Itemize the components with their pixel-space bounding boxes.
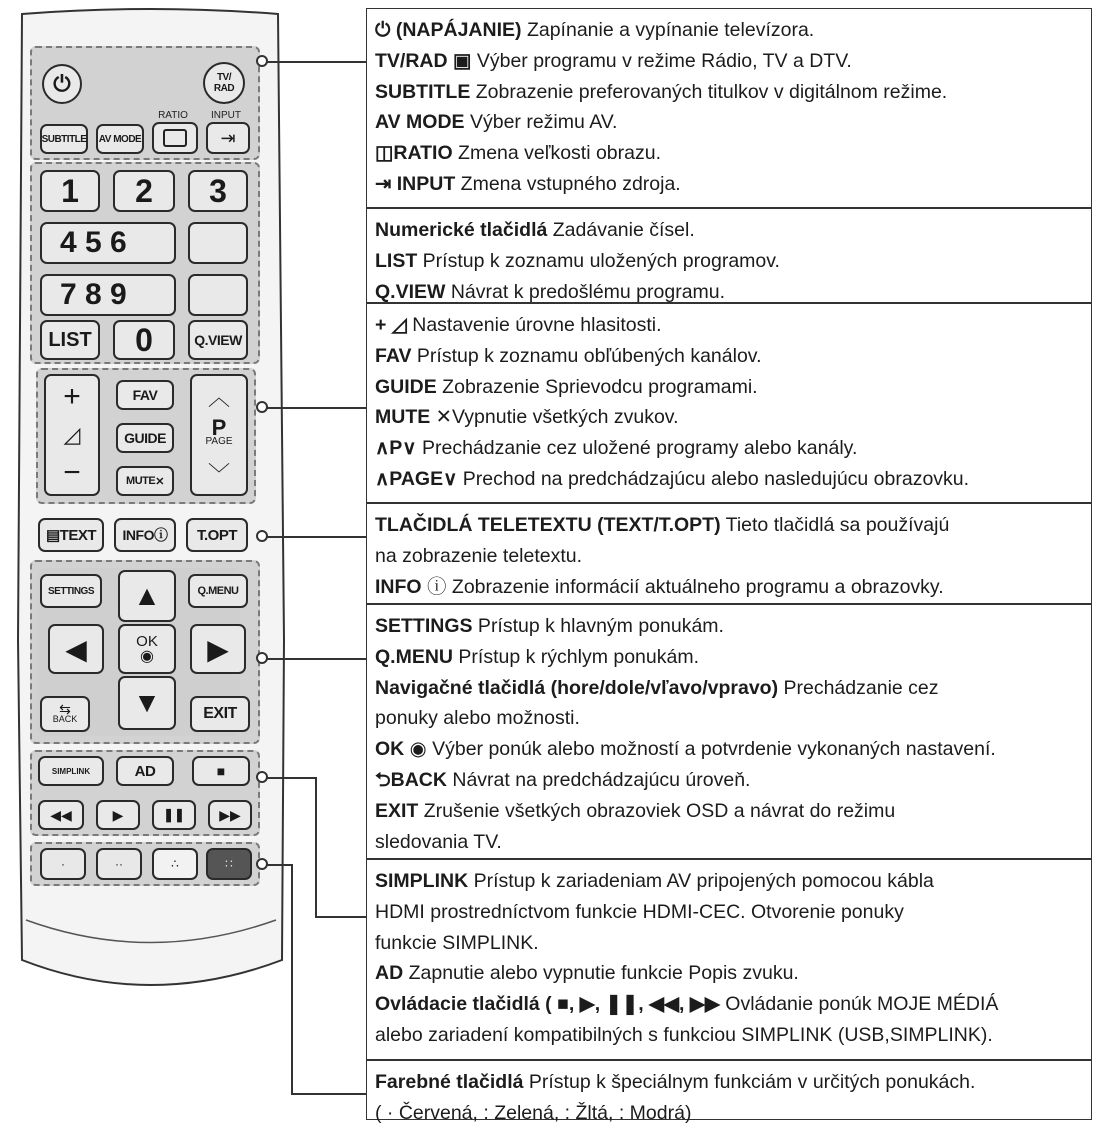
description-text: Zadávanie čísel.: [547, 219, 695, 241]
description-row: [366, 303, 1092, 503]
description-text: Prechádzanie cez uložené programy alebo kanály.: [416, 437, 858, 460]
description-line: [375, 958, 1083, 989]
description-line: [375, 989, 1083, 1020]
avmode-button[interactable]: AV MODE: [96, 124, 144, 154]
description-table: [366, 8, 1092, 1124]
fast-forward-icon: ▶▶: [219, 806, 241, 823]
description-text: Ovládanie ponúk MOJE MÉDIÁ: [719, 993, 999, 1016]
description-term: SETTINGS: [375, 615, 473, 637]
back-button[interactable]: [40, 696, 90, 732]
description-term: Q.MENU: [375, 645, 453, 668]
description-line: [375, 402, 1083, 433]
yellow-button[interactable]: ∴: [152, 848, 198, 880]
num-1-button[interactable]: 1: [40, 170, 100, 212]
description-line: [375, 611, 1083, 642]
description-line: [375, 572, 1083, 603]
info-label: INFO: [122, 527, 154, 543]
blank-button-2[interactable]: [188, 274, 248, 316]
description-text: sledovania TV.: [375, 830, 502, 853]
up-arrow-icon: ▲: [133, 580, 161, 611]
description-line: [375, 107, 1083, 138]
description-line: [375, 866, 1083, 897]
description-line: [375, 642, 1083, 673]
description-line: [375, 310, 1083, 341]
description-term: Numerické tlačidlá: [375, 219, 548, 241]
description-line: [375, 215, 1083, 246]
description-term: Navigačné tlačidlá (hore/dole/vľavo/vpravo): [375, 676, 779, 699]
ratio-top-label: RATIO: [158, 110, 188, 121]
description-line: [375, 77, 1083, 108]
stop-button[interactable]: [192, 756, 250, 786]
ratio-button[interactable]: [152, 122, 198, 154]
num-789-button[interactable]: 7 8 9: [40, 274, 176, 316]
down-arrow-icon: ▼: [133, 687, 161, 718]
description-term: SUBTITLE: [375, 80, 471, 103]
info-icon: ⓘ: [153, 527, 168, 543]
fav-button[interactable]: FAV: [116, 380, 174, 410]
exit-button[interactable]: EXIT: [190, 696, 250, 732]
description-term: INFO: [375, 575, 422, 598]
description-line: [375, 341, 1083, 372]
fast-forward-button[interactable]: [208, 800, 252, 830]
rewind-button[interactable]: [38, 800, 84, 830]
teletext-icon: ▤: [45, 527, 60, 544]
description-text: Výber režimu AV.: [464, 111, 618, 134]
connector-7b: [291, 864, 293, 1094]
input-icon: ⇥: [220, 127, 236, 148]
subtitle-button[interactable]: SUBTITLE: [40, 124, 88, 154]
description-text: ✕Vypnutie všetkých zvukov.: [430, 406, 679, 429]
volume-icon: ◿: [63, 422, 81, 447]
description-term: ∧P∨: [375, 437, 417, 460]
description-text: ⓘ Zobrazenie informácií aktuálneho programu a obrazovky.: [421, 575, 944, 598]
back-icon: ⇆: [59, 701, 71, 717]
connector-6a: [266, 777, 316, 779]
ok-label: OK: [136, 633, 158, 650]
description-text: Návrat na predchádzajúcu úroveň.: [446, 768, 751, 791]
remote-control: [0, 0, 300, 1000]
rewind-icon: ◀◀: [50, 806, 72, 823]
num-3-button[interactable]: 3: [188, 170, 248, 212]
description-text: Výber programu v režime Rádio, TV a DTV.: [476, 49, 852, 72]
description-line: [375, 138, 1083, 169]
description-term: Q.VIEW: [375, 280, 446, 303]
tvrad-button[interactable]: TV/ RAD: [203, 62, 245, 104]
input-button[interactable]: [206, 122, 250, 154]
description-line: [375, 673, 1083, 704]
power-icon: ⏻: [53, 71, 71, 96]
description-line: [375, 169, 1083, 200]
description-line: [375, 1020, 1083, 1051]
num-0-button[interactable]: 0: [113, 320, 175, 360]
p-label: P: [211, 414, 227, 440]
description-term: ∧PAGE∨: [375, 467, 458, 490]
volume-down-icon: −: [63, 456, 81, 489]
settings-button[interactable]: SETTINGS: [40, 574, 102, 608]
description-text: Zmena veľkosti obrazu.: [452, 142, 661, 165]
description-text: Nastavenie úrovne hlasitosti.: [406, 314, 662, 336]
green-button[interactable]: ··: [96, 848, 142, 880]
description-line: [375, 928, 1083, 959]
back-label: BACK: [52, 714, 78, 724]
guide-button[interactable]: GUIDE: [116, 423, 174, 453]
program-rocker[interactable]: [190, 374, 248, 496]
connector-6c: [315, 916, 366, 918]
connector-6b: [315, 777, 317, 917]
description-term: LIST: [375, 249, 418, 272]
description-text: Prístup k zoznamu uložených programov.: [417, 249, 780, 272]
stop-icon: ■: [216, 763, 226, 779]
list-button[interactable]: LIST: [40, 320, 100, 360]
description-text: Zapínanie a vypínanie televízora.: [521, 19, 815, 41]
right-button[interactable]: [190, 624, 246, 674]
description-line: [375, 1067, 1083, 1098]
right-arrow-icon: ▶: [207, 633, 229, 665]
description-line: [375, 510, 1083, 541]
page-label: PAGE: [205, 435, 233, 447]
topt-button[interactable]: T.OPT: [186, 518, 248, 552]
description-line: [375, 1098, 1083, 1129]
description-line: [375, 464, 1083, 495]
description-text: Zobrazenie preferovaných titulkov v digitálnom režime.: [470, 80, 948, 103]
description-text: Prístup k zariadeniam AV pripojených pomocou kábla: [468, 870, 934, 892]
description-term: ⇥ INPUT: [375, 172, 456, 195]
description-line: [375, 372, 1083, 403]
blue-button[interactable]: ∷: [206, 848, 252, 880]
description-term: SIMPLINK: [375, 870, 469, 892]
description-line: [375, 46, 1083, 77]
description-term: MUTE: [375, 406, 431, 429]
mute-icon: ✕: [155, 475, 164, 488]
description-line: [375, 433, 1083, 464]
description-text: ponuky alebo možnosti.: [375, 707, 580, 730]
connector-3: [266, 407, 366, 409]
description-term: OK: [375, 738, 405, 761]
connector-1: [266, 61, 366, 63]
description-line: [375, 796, 1083, 827]
blank-button-1[interactable]: [188, 222, 248, 264]
down-button[interactable]: [118, 676, 176, 730]
description-term: TV/RAD ▣: [375, 49, 477, 72]
description-line: [375, 897, 1083, 928]
description-line: [375, 765, 1083, 796]
description-line: [375, 827, 1083, 858]
red-button[interactable]: ·: [40, 848, 86, 880]
description-text: ( · Červená, : Zelená, : Žltá, : Modrá): [375, 1101, 692, 1124]
description-term: AV MODE: [375, 111, 465, 134]
left-arrow-icon: ◀: [65, 633, 87, 665]
description-text: alebo zariadení kompatibilných s funkciou SIMPLINK (USB,SIMPLINK).: [375, 1023, 993, 1046]
description-line: [375, 703, 1083, 734]
description-line: [375, 246, 1083, 277]
chevron-up-icon: ︿: [207, 384, 230, 410]
description-text: Prístup k zoznamu obľúbených kanálov.: [411, 344, 762, 367]
simplink-logo: SIMPLINK: [51, 766, 91, 776]
connector-4: [266, 536, 366, 538]
play-button[interactable]: [96, 800, 140, 830]
text-label: TEXT: [59, 526, 97, 544]
description-text: funkcie SIMPLINK.: [375, 931, 539, 954]
description-term: FAV: [375, 344, 412, 367]
mute-button[interactable]: [116, 466, 174, 496]
description-text: Zrušenie všetkých obrazoviek OSD a návrat do režimu: [418, 799, 896, 822]
ok-icon: ◉: [140, 648, 154, 665]
description-term: TLAČIDLÁ TELETEXTU (TEXT/T.OPT): [375, 514, 721, 536]
simplink-button[interactable]: [38, 756, 104, 786]
description-term: AD: [375, 962, 404, 985]
description-term: Farebné tlačidlá: [375, 1071, 524, 1093]
play-icon: ▶: [112, 806, 124, 823]
description-text: Prístup k rýchlym ponukám.: [453, 645, 699, 668]
num-2-button[interactable]: 2: [113, 170, 175, 212]
mute-label: MUTE: [126, 475, 156, 487]
description-term: EXIT: [375, 799, 419, 822]
description-term: GUIDE: [375, 375, 437, 398]
ok-button[interactable]: [118, 624, 176, 674]
input-top-label: INPUT: [211, 110, 241, 121]
description-line: [375, 541, 1083, 572]
qview-button[interactable]: Q.VIEW: [188, 320, 248, 360]
power-button[interactable]: [42, 64, 82, 104]
description-text: Zapnutie alebo vypnutie funkcie Popis zvuku.: [403, 962, 799, 985]
pause-icon: ❚❚: [163, 807, 185, 822]
left-button[interactable]: [48, 624, 104, 674]
ad-button[interactable]: AD: [116, 756, 174, 786]
description-term: + ◿: [375, 314, 407, 336]
pause-button[interactable]: [152, 800, 196, 830]
volume-rocker[interactable]: [44, 374, 100, 496]
connector-7a: [266, 864, 292, 866]
description-term: ⏻ (NAPÁJANIE): [375, 19, 522, 41]
description-row: [366, 859, 1092, 1060]
description-row: [366, 8, 1092, 208]
description-text: Tieto tlačidlá sa používajú: [720, 514, 950, 536]
description-line: [375, 734, 1083, 765]
num-456-button[interactable]: 4 5 6: [40, 222, 176, 264]
description-term: ⮌BACK: [375, 768, 447, 791]
volume-up-icon: +: [63, 380, 81, 413]
description-row: [366, 1060, 1092, 1124]
description-line: [375, 15, 1083, 46]
chevron-down-icon: ﹀: [207, 462, 230, 488]
description-text: Návrat k predošlému programu.: [445, 280, 726, 303]
description-text: ◉ Výber ponúk alebo možností a potvrdenie vykonaných nastavení.: [404, 738, 996, 761]
description-text: Prechod na predchádzajúcu alebo nasledujúcu obrazovku.: [457, 467, 970, 490]
qmenu-button[interactable]: Q.MENU: [188, 574, 248, 608]
up-button[interactable]: [118, 570, 176, 622]
description-text: Zobrazenie Sprievodcu programami.: [436, 375, 758, 398]
ratio-icon: [163, 129, 187, 147]
description-row: [366, 604, 1092, 859]
description-text: HDMI prostredníctvom funkcie HDMI-CEC. Otvorenie ponuky: [375, 900, 904, 923]
description-term: ◫RATIO: [375, 142, 453, 165]
description-term: Ovládacie tlačidlá ( ■, ▶, ❚❚, ◀◀, ▶▶: [375, 993, 720, 1016]
connector-5: [266, 658, 366, 660]
description-text: na zobrazenie teletextu.: [375, 544, 583, 567]
description-text: Prechádzanie cez: [778, 676, 939, 699]
program-label: [205, 414, 233, 449]
connector-7c: [291, 1093, 366, 1095]
description-text: Zmena vstupného zdroja.: [455, 172, 681, 195]
description-text: Prístup k špeciálnym funkciám v určitých ponukách.: [523, 1071, 976, 1093]
description-text: Prístup k hlavným ponukám.: [472, 615, 724, 637]
info-button[interactable]: [114, 518, 176, 552]
text-button[interactable]: [38, 518, 104, 552]
description-row: [366, 208, 1092, 303]
description-row: [366, 503, 1092, 604]
